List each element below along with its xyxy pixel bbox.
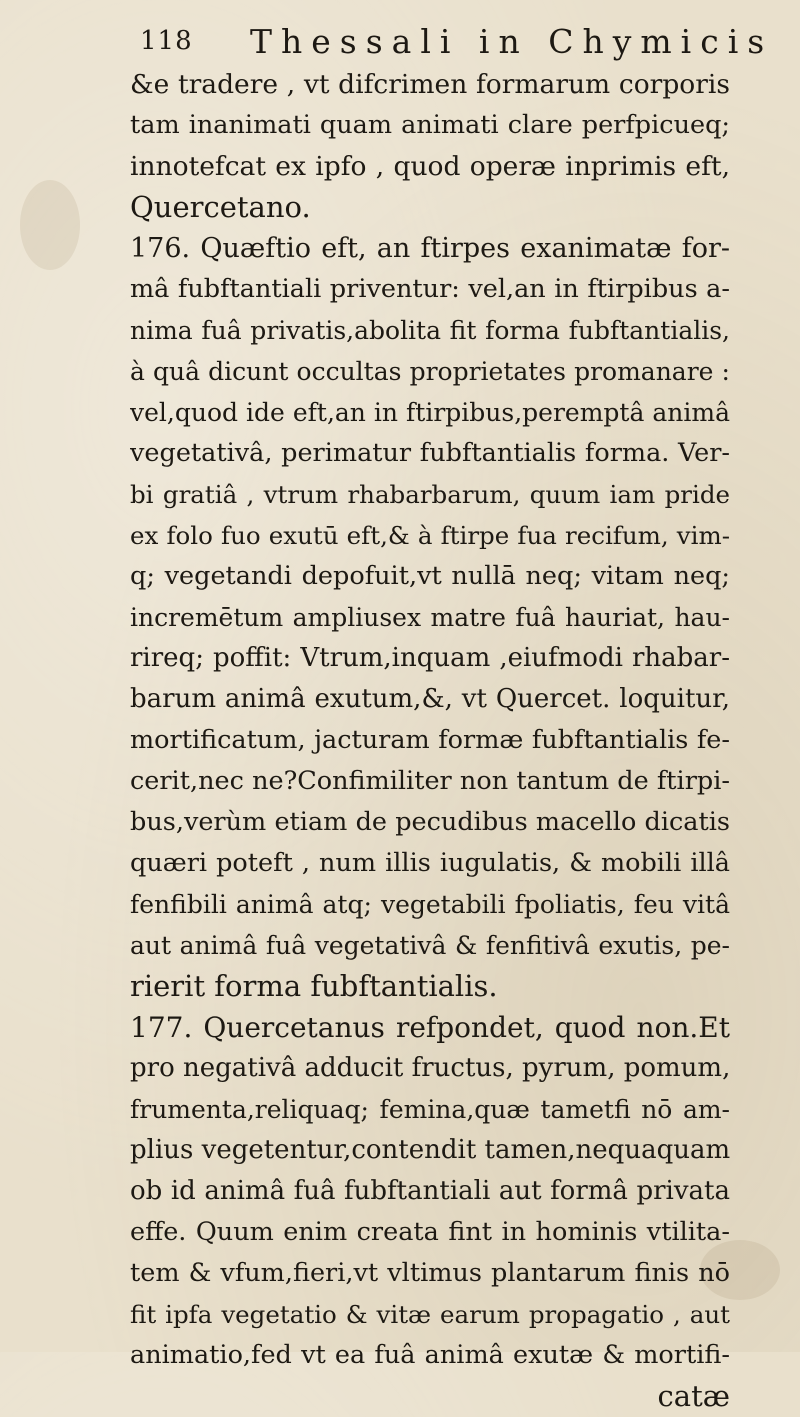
page-number: 118: [140, 26, 193, 56]
text-line: &e tradere , vt difcrimen formarum corporis: [130, 69, 730, 100]
text-line: q; vegetandi depofuit,vt nullā neq; vitam neq;: [130, 561, 730, 591]
catchword: catæ: [657, 1379, 730, 1413]
text-line: barum animâ exutum,&, vt Quercet. loquitur,: [130, 684, 730, 714]
text-line: aut animâ fuâ vegetativâ & fenfitivâ exutis, pe-: [130, 931, 730, 960]
text-line: mâ fubftantiali priventur: vel,an in ftirpibus a-: [130, 274, 730, 304]
page-header: [140, 22, 774, 62]
text-line: frumenta,reliquaq; femina,quæ tametfi nō am-: [130, 1095, 730, 1124]
text-line: pro negativâ adducit fructus, pyrum, pomum,: [130, 1053, 730, 1083]
text-line: bus,verùm etiam de pecudibus macello dicatis: [130, 807, 730, 837]
text-line: mortificatum, jacturam formæ fubftantialis fe-: [130, 725, 730, 755]
text-line: ob id animâ fuâ fubftantiali aut formâ privata: [130, 1176, 730, 1206]
text-line: innotefcat ex ipfo , quod operæ inprimis eft,: [130, 151, 730, 182]
text-line: 177. Quercetanus refpondet, quod non.Et: [130, 1011, 730, 1044]
paper-stain: [20, 180, 80, 270]
text-line: fenfibili animâ atq; vegetabili fpoliatis, feu vitâ: [130, 890, 730, 919]
text-line: 176. Quæftio eft, an ftirpes exanimatæ for-: [130, 233, 730, 264]
text-line: cerit,nec ne?Confimiliter non tantum de ftirpi-: [130, 766, 730, 796]
running-title: Thessali in Chymicis: [250, 22, 774, 61]
text-line: Quercetano.: [130, 190, 311, 224]
text-line: fit ipfa vegetatio & vitæ earum propagatio , aut: [130, 1300, 730, 1329]
text-line: incremētum ampliusex matre fuâ hauriat, hau-: [130, 603, 730, 632]
text-line: rierit forma fubftantialis.: [130, 969, 498, 1003]
text-line: quæri poteft , num illis iugulatis, & mobili illâ: [130, 848, 730, 878]
text-line: tam inanimati quam animati clare perfpicueq;: [130, 110, 730, 140]
text-line: tem & vfum,fieri,vt vltimus plantarum finis nō: [130, 1258, 730, 1288]
text-line: effe. Quum enim creata fint in hominis vtilita-: [130, 1217, 730, 1247]
body-text: [130, 64, 730, 1417]
text-line: ex folo fuo exutū eft,& à ftirpe fua recifum, vim-: [130, 521, 730, 550]
text-line: vel,quod ide eft,an in ftirpibus,peremptâ animâ: [130, 398, 730, 427]
text-line: animatio,fed vt ea fuâ animâ exutæ & mortifi-: [130, 1340, 730, 1370]
text-line: vegetativâ, perimatur fubftantialis forma. Ver-: [130, 438, 730, 468]
text-line: à quâ dicunt occultas proprietates promanare :: [130, 357, 730, 386]
text-line: rireq; poffit: Vtrum,inquam ,eiufmodi rhabar-: [130, 643, 730, 673]
text-line: bi gratiâ , vtrum rhabarbarum, quum iam pride: [130, 480, 730, 509]
text-line: nima fuâ privatis,abolita fit forma fubftantialis,: [130, 316, 730, 345]
text-line: plius vegetentur,contendit tamen,nequaquam: [130, 1135, 730, 1165]
